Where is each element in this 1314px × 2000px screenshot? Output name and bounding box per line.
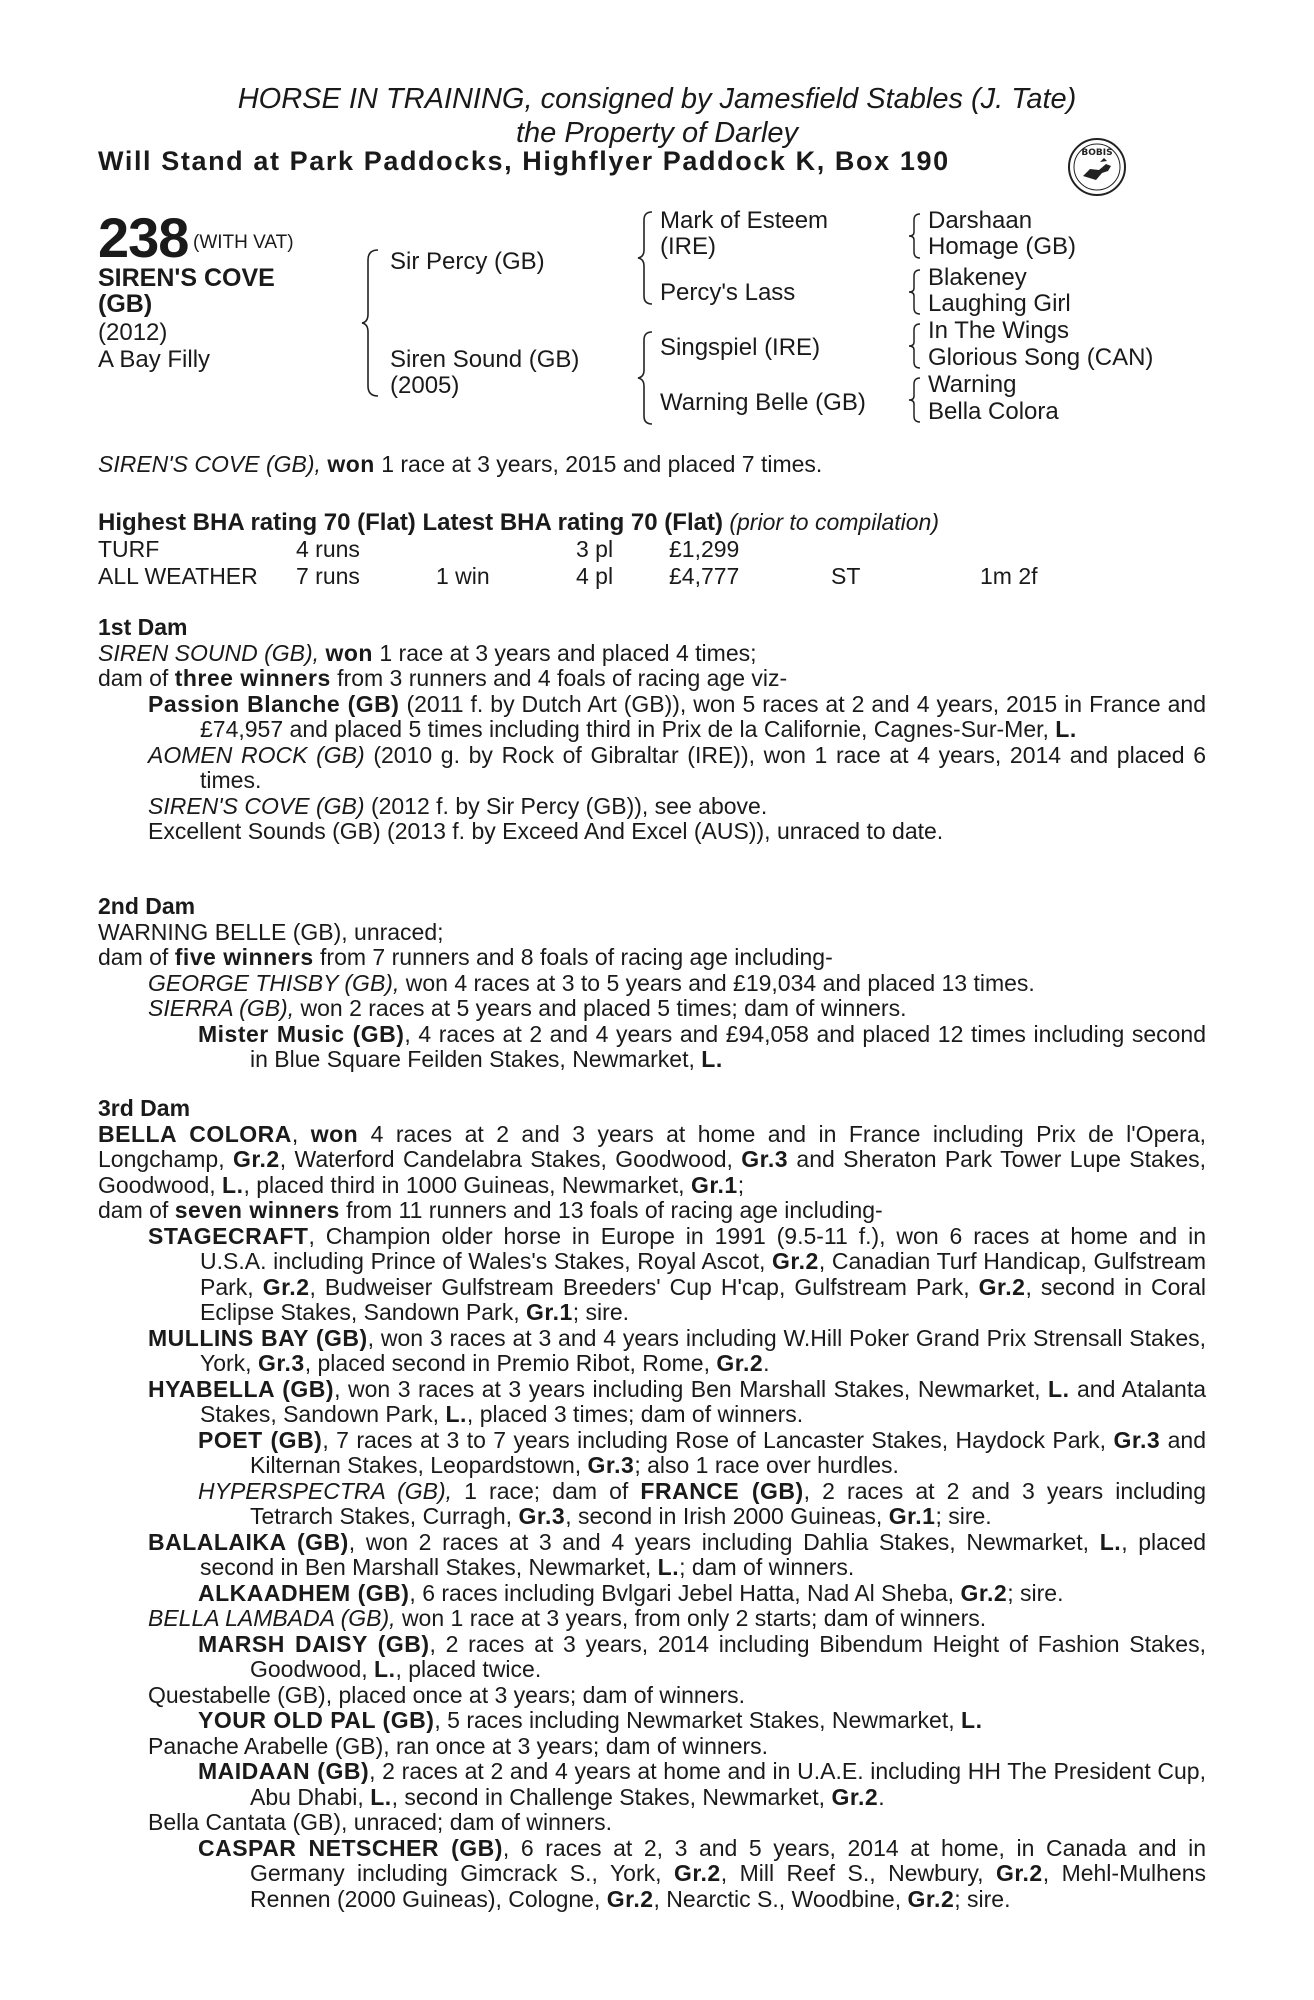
sire-sire-country: (IRE) [660, 233, 716, 260]
lot-number: 238 [98, 206, 189, 269]
dam-sire-sire: In The Wings [928, 317, 1069, 344]
consignor-line: HORSE IN TRAINING, consigned by Jamesfield Stables (J. Tate) [237, 83, 1077, 115]
first-dam-section: 1st Dam SIREN SOUND (GB), won 1 race at 3 years and placed 4 times; dam of three winners from 3 runners and 4 foals of racing age viz- Passion Blanche (GB) (2011 f. by Dutch Art (GB)), won 5 races at 2 and 4 years, 2015 in France and £74,957 and placed 5 times including third in Prix de la Californie, Cagnes-Sur-Mer, L. AOMEN ROCK (GB) (2010 g. by Rock of Gibraltar (IRE)), won 1 race at 4 years, 2014 and placed 6 times. SIREN'S COVE (GB) (2012 f. by Sir Percy (GB)), see above. Excellent Sounds (GB) (2013 f. by Exceed And Excel (AUS)), unraced to date. [98, 614, 1207, 844]
sire-sire: Mark of Esteem [660, 207, 829, 234]
dam-year: (2005) [390, 372, 460, 399]
dam-sire: Singspiel (IRE) [660, 334, 821, 361]
dam-dam-sire: Warning [928, 371, 1017, 398]
form-table [98, 536, 1038, 590]
third-dam-section: 3rd Dam BELLA COLORA, won 4 races at 2 and 3 years at home and in France including Prix de l'Opera, Longchamp, Gr.2, Waterford Candelabra Stakes, Goodwood, Gr.3 and Sheraton Park Tower Lupe Stakes, Goodwood, L., placed third in 1000 Guineas, Newmarket, Gr.1; dam of seven winners from 11 runners and 13 foals of racing age including- STAGECRAFT, Champion older horse in Europe in 1991 (9.5-11 f.), won 6 races at home and in U.S.A. including Prince of Wales's Stakes, Royal Ascot, Gr.2, Canadian Turf Handicap, Gulfstream Park, Gr.2, Budweiser Gulfstream Breeders' Cup H'cap, Gulfstream Park, Gr.2, second in Coral Eclipse Stakes, Sandown Park, Gr.1; sire. MULLINS BAY (GB), won 3 races at 3 and 4 years including W.Hill Poker Grand Prix Strensall Stakes, York, Gr.3, placed second in Premio Ribot, Rome, Gr.2. HYABELLA (GB), won 3 races at 3 years including Ben Marshall Stakes, Newmarket, L. and Atalanta Stakes, Sandown Park, L., placed 3 times; dam of winners. POET (GB), 7 races at 3 to 7 years including Rose of Lancaster Stakes, Haydock Park, Gr.3 and Kilternan Stakes, Leopardstown, Gr.3; also 1 race over hurdles. HYPERSPECTRA (GB), 1 race; dam of FRANCE (GB), 2 races at 2 and 3 years including Tetrarch Stakes, Curragh, Gr.3, second in Irish 2000 Guineas, Gr.1; sire. BALALAIKA (GB), won 2 races at 3 and 4 years including Dahlia Stakes, Newmarket, L., placed second in Ben Marshall Stakes, Newmarket, L.; dam of winners. ALKAADHEM (GB), 6 races including Bvlgari Jebel Hatta, Nad Al Sheba, Gr.2; sire. BELLA LAMBADA (GB), won 1 race at 3 years, from only 2 starts; dam of winners. MARSH DAISY (GB), 2 races at 3 years, 2014 including Bibendum Height of Fashion Stakes, Goodwood, L., placed twice. Questabelle (GB), placed once at 3 years; dam of winners. YOUR OLD PAL (GB), 5 races including Newmarket Stakes, Newmarket, L. Panache Arabelle (GB), ran once at 3 years; dam of winners. MAIDAAN (GB), 2 races at 2 and 4 years at home and in U.A.E. including HH The President Cup, Abu Dhabi, L., second in Challenge Stakes, Newmarket, Gr.2. Bella Cantata (GB), unraced; dam of winners. CASPAR NETSCHER (GB), 6 races at 2, 3 and 5 years, 2014 at home, in Canada and in Germany including Gimcrack S., York, Gr.2, Mill Reef S., Newbury, Gr.2, Mehl-Mulhens Rennen (2000 Guineas), Cologne, Gr.2, Nearctic S., Woodbine, Gr.2; sire. [98, 1095, 1207, 1912]
second-dam-section: 2nd Dam WARNING BELLE (GB), unraced; dam of five winners from 7 runners and 8 foals of racing age including- GEORGE THISBY (GB), won 4 races at 3 to 5 years and £19,034 and placed 13 times. SIERRA (GB), won 2 races at 5 years and placed 5 times; dam of winners. Mister Music (GB), 4 races at 2 and 4 years and £94,058 and placed 12 times including second in Blue Square Feilden Stakes, Newmarket, L. [98, 893, 1206, 1072]
vat-label: (WITH VAT) [193, 232, 294, 253]
gen3-brace-1 [906, 212, 924, 260]
sire-parents-brace [636, 210, 658, 306]
sire-dam-brace [360, 248, 384, 398]
sire-sire-sire: Darshaan [928, 207, 1033, 234]
sire-dam-sire: Blakeney [928, 264, 1027, 291]
sire: Sir Percy (GB) [390, 248, 545, 275]
dam-dam: Warning Belle (GB) [660, 389, 866, 416]
horse-name: SIREN'S COVE (GB) [98, 264, 275, 318]
section-title: 1st Dam [98, 614, 188, 640]
sire-sire-dam: Homage (GB) [928, 233, 1077, 260]
race-summary: SIREN'S COVE (GB), won 1 race at 3 years, 2015 and placed 7 times. [98, 451, 823, 477]
property-line: the Property of Darley [515, 117, 799, 149]
form-row-turf: TURF 4 runs 3 pl £1,299 [98, 536, 740, 562]
gen3-brace-4 [906, 376, 924, 424]
form-row-all-weather: ALL WEATHER 7 runs 1 win 4 pl £4,777 ST 1m 2f [98, 563, 1038, 589]
rating-section: Highest BHA rating 70 (Flat) Latest BHA rating 70 (Flat) (prior to compilation) [98, 509, 939, 536]
sire-dam-dam: Laughing Girl [928, 290, 1071, 317]
gen3-brace-2 [906, 268, 924, 316]
section-title: 2nd Dam [98, 893, 196, 919]
dam-dam-dam: Bella Colora [928, 398, 1059, 425]
foal-year: (2012) [98, 319, 168, 346]
horse-description: A Bay Filly [98, 346, 211, 373]
bobis-logo-icon [1066, 136, 1128, 198]
section-title: 3rd Dam [98, 1095, 191, 1121]
dam: Siren Sound (GB) [390, 346, 580, 373]
gen3-brace-3 [906, 322, 924, 370]
stabling-line: Will Stand at Park Paddocks, Highflyer Paddock K, Box 190 [98, 146, 950, 176]
svg-text:BOBIS: BOBIS [1081, 148, 1113, 158]
dam-parents-brace [636, 330, 658, 426]
sire-dam: Percy's Lass [660, 279, 796, 306]
dam-sire-dam: Glorious Song (CAN) [928, 344, 1154, 371]
